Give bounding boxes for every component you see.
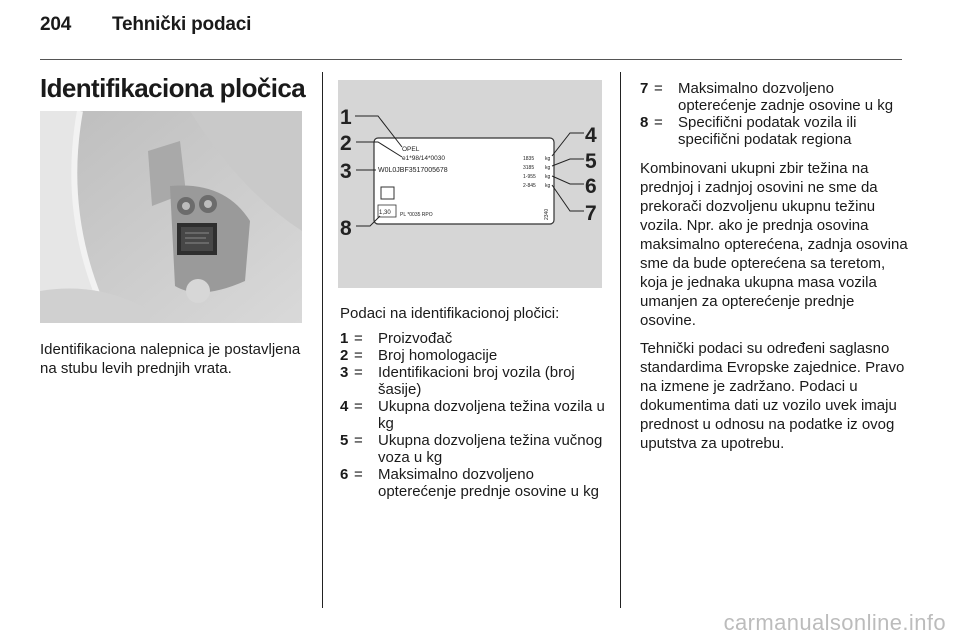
legend-item-5 xyxy=(340,432,608,466)
right-column xyxy=(640,80,908,453)
legend-equals: = xyxy=(654,80,663,97)
plate-factor: 1,30 xyxy=(379,210,391,216)
legend-number: 8 xyxy=(640,114,649,131)
page-header xyxy=(40,14,251,36)
legend-equals: = xyxy=(354,364,363,381)
callout-4: 4 xyxy=(585,124,597,147)
identification-plate-diagram xyxy=(338,80,602,288)
legend-equals: = xyxy=(354,432,363,449)
legend-number: 5 xyxy=(340,432,349,449)
page-header-title: Tehnički podaci xyxy=(112,14,252,35)
plate-weight-2: 3185 xyxy=(523,165,535,171)
plate-vin: W0L0JBF3517005678 xyxy=(378,167,448,174)
plate-unit-4: kg xyxy=(545,183,551,189)
callout-3: 3 xyxy=(340,160,352,183)
legend-text: Broj homologacije xyxy=(378,347,498,364)
callout-7: 7 xyxy=(585,202,597,225)
legend-number: 2 xyxy=(340,347,349,364)
legend-item-1 xyxy=(340,330,608,347)
legend-list xyxy=(340,330,608,500)
legend-item-4 xyxy=(340,398,608,432)
legend-item-7 xyxy=(640,80,908,114)
door-pillar-photo xyxy=(40,111,302,323)
plate-homologation: e1*98/14*0030 xyxy=(402,155,446,162)
plate-code: PL *0035 RPO xyxy=(400,212,433,218)
legend-item-6 xyxy=(340,466,608,500)
callout-6: 6 xyxy=(585,175,597,198)
legend-number: 3 xyxy=(340,364,349,381)
callout-5: 5 xyxy=(585,150,597,173)
plate-unit-3: kg xyxy=(545,174,551,180)
plate-weight-1: 1835 xyxy=(523,156,535,162)
plate-weight-4: 2-845 xyxy=(523,183,536,189)
column-divider-2 xyxy=(620,72,621,608)
legend-number: 4 xyxy=(340,398,349,415)
photo-caption: Identifikaciona nalepnica je postavljena na stubu levih prednjih vrata. xyxy=(40,341,301,377)
legend-text: Maksimalno dozvoljeno opterećenje prednje osovine u kg xyxy=(378,466,599,500)
legend-item-8 xyxy=(640,114,908,148)
legend-number: 6 xyxy=(340,466,349,483)
column-divider-1 xyxy=(322,72,323,608)
legend-text: Maksimalno dozvoljeno opterećenje zadnje osovine u kg xyxy=(678,80,894,114)
legend-text: Proizvođač xyxy=(378,330,453,347)
watermark: carmanualsonline.info xyxy=(723,610,946,635)
paragraph-axle-weights: Kombinovani ukupni zbir težina na prednjoj i zadnjoj osovini ne sme da prekorači dozvoljenu ukupnu težinu vozila. Npr. ako je prednja osovina maksimalno opterećena, zadnja osovina sme da bude opterećena sa teretom, koja je jednaka ukupna masa vozila umanjen za opterećenje prednje osovine. xyxy=(640,160,908,329)
legend-number: 7 xyxy=(640,80,649,97)
plate-manufacturer: OPEL xyxy=(402,146,420,153)
page-number: 204 xyxy=(40,14,72,35)
section-title: Identifikaciona pločica xyxy=(40,73,306,103)
legend-column xyxy=(340,304,608,500)
legend-text: Specifični podatak vozila ili specifični podatak regiona xyxy=(678,114,857,148)
plate-weight-3: 1-955 xyxy=(523,174,536,180)
legend-equals: = xyxy=(654,114,663,131)
legend-text: Ukupna dozvoljena težina vozila u kg xyxy=(378,398,605,432)
plate-unit-2: kg xyxy=(545,165,551,171)
legend-equals: = xyxy=(354,466,363,483)
plate-side-code: 2340 xyxy=(544,208,550,220)
legend-item-2 xyxy=(340,347,608,364)
legend-equals: = xyxy=(354,398,363,415)
paragraph-technical-data: Tehnički podaci su određeni saglasno standardima Evropske zajednice. Pravo na izmene je zadržano. Podaci u dokumentima dati uz vozilo uvek imaju prednost u odnosu na podatke iz ovog uputstva za upotrebu. xyxy=(640,340,905,452)
legend-equals: = xyxy=(354,330,363,347)
header-rule xyxy=(40,59,902,60)
legend-item-3 xyxy=(340,364,608,398)
callout-1: 1 xyxy=(340,106,352,129)
legend-equals: = xyxy=(354,347,363,364)
callout-2: 2 xyxy=(340,132,352,155)
legend-list-continued xyxy=(640,80,908,148)
plate-unit-1: kg xyxy=(545,156,551,162)
legend-text: Identifikacioni broj vozila (broj šasije) xyxy=(378,364,575,398)
callout-8: 8 xyxy=(340,217,352,240)
legend-text: Ukupna dozvoljena težina vučnog voza u kg xyxy=(378,432,603,466)
legend-number: 1 xyxy=(340,330,349,347)
legend-intro: Podaci na identifikacionoj pločici: xyxy=(340,305,560,322)
